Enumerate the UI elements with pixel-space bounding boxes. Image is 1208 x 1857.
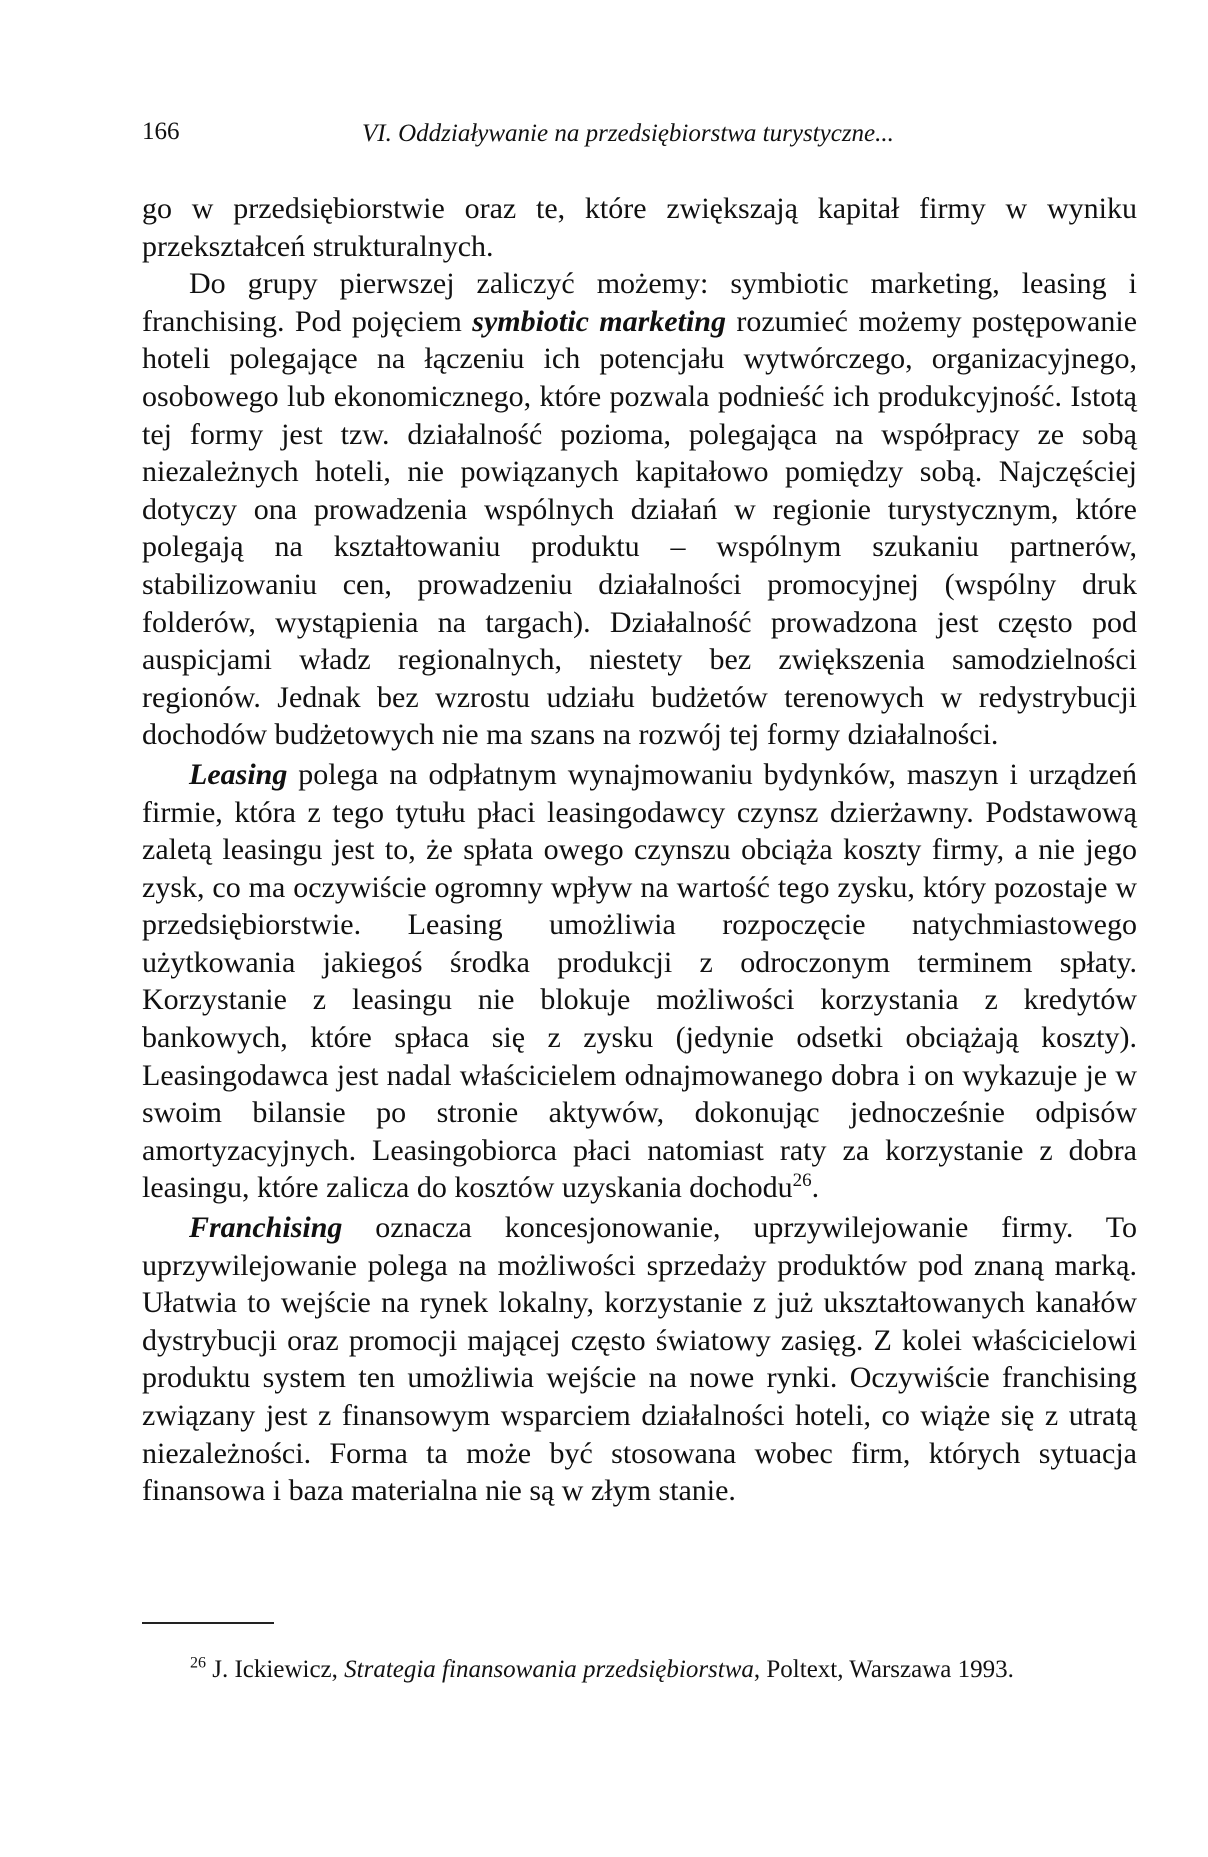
- footnote: [190, 1656, 1014, 1684]
- running-head: VI. Oddziaływanie na przedsiębiorstwa turystyczne...: [362, 120, 894, 147]
- paragraph-end: .: [811, 1171, 820, 1205]
- footnote-title: Strategia finansowania przedsiębiorstwa: [344, 1656, 754, 1683]
- paragraph-text: go w przedsiębiorstwie oraz te, które zwiększają kapitał firmy w wyniku przekształceń strukturalnych.: [142, 192, 1137, 263]
- term-leasing: Leasing: [189, 757, 288, 791]
- footnote-author: J. Ickiewicz,: [206, 1656, 345, 1683]
- term-franchising: Franchising: [189, 1211, 343, 1245]
- paragraph-text: polega na odpłatnym wynajmowaniu bydynków, maszyn i urządzeń firmie, która z tego tytułu płaci leasingodawcy czynsz dzierżawny. Podstawową zaletą leasingu jest to, że spłata owego czynszu obciąża koszty firmy, a nie jego zysk, co ma oczywiście ogromny wpływ na wartość tego zysku, który pozostaje w przedsiębiorstwie. Leasing umożliwia rozpoczęcie natychmiastowego użytkowania jakiegoś środka produkcji z odroczonym terminem spłaty. Korzystanie z leasingu nie blokuje możliwości korzystania z kredytów bankowych, które spłaca się z zysku (jedynie odsetki obciążają koszty). Leasingodawca jest nadal właścicielem odnajmowanego dobra i on wykazuje je w swoim bilansie po stronie aktywów, dokonując jednocześnie odpisów amortyzacyjnych. Leasingobiorca płaci natomiast raty za korzystanie z dobra leasingu, które zalicza do kosztów uzyskania dochodu: [142, 757, 1137, 1205]
- footnote-publisher: , Poltext, Warszawa 1993.: [753, 1656, 1014, 1683]
- footnote-number: 26: [190, 1654, 206, 1672]
- paragraph-text: Do grupy pierwszej zaliczyć możemy: symbiotic marketing, leasing i franchising. Pod pojęciem: [142, 267, 1137, 338]
- paragraph-text: rozumieć możemy postępowanie hoteli polegające na łączeniu ich potencjału wytwórczego, organizacyjnego, osobowego lub ekonomicznego, które pozwala podnieść ich produkcyjność. Istotą tej formy jest tzw. działalność pozioma, polegająca na współpracy ze sobą niezależnych hoteli, nie powiązanych kapitałowo pomiędzy sobą. Najczęściej dotyczy ona prowadzenia wspólnych działań w regionie turystycznym, które polegają na kształtowaniu produktu – wspólnym szukaniu partnerów, stabilizowaniu cen, prowadzeniu działalności promocyjnej (wspólny druk folderów, wystąpienia na targach). Działalność prowadzona jest często pod auspicjami władz regionalnych, niestety bez zwiększenia samodzielności regionów. Jednak bez wzrostu udziału budżetów terenowych w redystrybucji dochodów budżetowych nie ma szans na rozwój tej formy działalności.: [142, 304, 1138, 752]
- footnote-separator: [142, 1622, 274, 1624]
- paragraph-franchising: [142, 1209, 1137, 1510]
- paragraph-leasing: [142, 756, 1137, 1207]
- page-number: 166: [142, 118, 180, 145]
- body-text: [142, 190, 1137, 1510]
- paragraph-symbiotic-marketing: [142, 265, 1137, 754]
- paragraph-continuation: [142, 190, 1137, 265]
- paragraph-text: oznacza koncesjonowanie, uprzywilejowanie firmy. To uprzywilejowanie polega na możliwości sprzedaży produktów pod znaną marką. Ułatwia to wejście na rynek lokalny, korzystanie z już ukształtowanych kanałów dystrybucji oraz promocji mającej często światowy zasięg. Z kolei właścicielowi produktu system ten umożliwia wejście na nowe rynki. Oczywiście franchising związany jest z finansowym wsparciem działalności hoteli, co wiąże się z utratą niezależności. Forma ta może być stosowana wobec firm, których sytuacja finansowa i baza materialna nie są w złym stanie.: [142, 1211, 1137, 1508]
- term-symbiotic-marketing: symbiotic marketing: [472, 304, 726, 338]
- footnote-reference[interactable]: 26: [792, 1170, 812, 1192]
